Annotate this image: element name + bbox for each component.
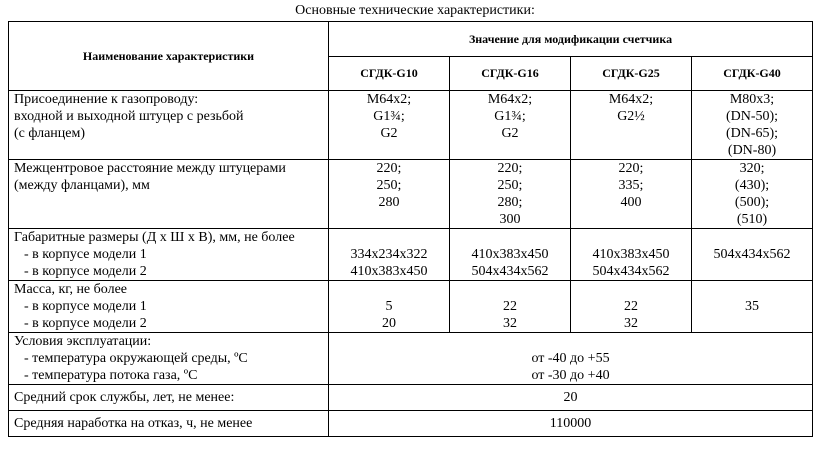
header-model-g25: СГДК-G25 [571, 57, 692, 91]
table-row-mass [9, 281, 813, 333]
cell-connection-g40 [692, 91, 813, 160]
cell-distance-g10 [329, 160, 450, 229]
table-caption: Основные технические характеристики: [295, 3, 535, 18]
label-service-life: Средний срок службы, лет, не менее: [9, 385, 329, 411]
spacer [571, 281, 691, 298]
value-line: 410х383х450 [471, 247, 549, 262]
value-line: 504х434х562 [713, 247, 791, 262]
value-line: 400 [620, 195, 642, 210]
spacer [692, 281, 812, 298]
label-dimensions [9, 229, 329, 281]
value-line: 280; [497, 195, 523, 210]
value-line: (430); [734, 178, 770, 193]
cell-dimensions-g40 [692, 229, 813, 281]
cell-connection-g16 [450, 91, 571, 160]
value-line: 334х234х322 [350, 247, 428, 262]
cell-connection-g10 [329, 91, 450, 160]
label-line: - температура потока газа, ºС [24, 368, 198, 383]
label-conditions [9, 333, 329, 385]
cell-distance-g25 [571, 160, 692, 229]
value-line: G2 [380, 126, 398, 141]
value-line: 250; [497, 178, 523, 193]
spacer [329, 333, 812, 350]
header-model-g16: СГДК-G16 [450, 57, 571, 91]
value-line: 250; [376, 178, 402, 193]
spacer [450, 229, 570, 246]
cell-connection-g25 [571, 91, 692, 160]
spacer [450, 281, 570, 298]
value-line: 504х434х562 [471, 264, 549, 279]
label-line: - в корпусе модели 2 [24, 264, 147, 279]
cell-mass-g40 [692, 281, 813, 333]
spacer [571, 229, 691, 246]
label-line: Условия эксплуатации: [14, 334, 152, 349]
header-value-group: Значение для модификации счетчика [329, 22, 813, 57]
table-row-conditions [9, 333, 813, 385]
spacer [329, 281, 449, 298]
table-row-mtbf [9, 411, 813, 437]
value-line: от -30 до +40 [531, 368, 610, 383]
label-line: входной и выходной штуцер с резьбой [14, 109, 244, 124]
label-line: Масса, кг, не более [14, 282, 127, 297]
value-line: 220; [376, 161, 402, 176]
cell-dimensions-g16 [450, 229, 571, 281]
value-line: 220; [497, 161, 523, 176]
value-line: 32 [624, 316, 638, 331]
cell-mass-g10 [329, 281, 450, 333]
label-line: Габаритные размеры (Д х Ш х В), мм, не более [14, 230, 295, 245]
cell-service-life: 20 [329, 385, 813, 411]
label-line: (с фланцем) [14, 126, 86, 141]
value-line: 220; [618, 161, 644, 176]
table-row-dimensions [9, 229, 813, 281]
cell-mtbf: 110000 [329, 411, 813, 437]
spacer [692, 229, 812, 246]
value-line: 320; [739, 161, 765, 176]
value-line: G2½ [617, 109, 645, 124]
value-line: 335; [618, 178, 644, 193]
label-mtbf: Средняя наработка на отказ, ч, не менее [9, 411, 329, 437]
value-line: (DN-50); [725, 109, 779, 124]
value-line: (510) [736, 212, 768, 227]
value-line: G1¾; [494, 109, 526, 124]
value-line: 22 [503, 299, 517, 314]
cell-conditions [329, 333, 813, 385]
header-model-g10: СГДК-G10 [329, 57, 450, 91]
cell-mass-g25 [571, 281, 692, 333]
value-line: 410х383х450 [350, 264, 428, 279]
value-line: М64х2; [608, 92, 654, 107]
label-line: Присоединение к газопроводу: [14, 92, 199, 107]
table-row-distance [9, 160, 813, 229]
value-line: 5 [385, 299, 393, 314]
header-name-column: Наименование характеристики [9, 22, 329, 91]
value-line: М64х2; [487, 92, 533, 107]
spacer [329, 229, 449, 246]
label-line: - в корпусе модели 1 [24, 299, 147, 314]
label-line: - в корпусе модели 2 [24, 316, 147, 331]
label-distance [9, 160, 329, 229]
value-line: 280 [378, 195, 400, 210]
value-line: G1¾; [373, 109, 405, 124]
value-line: 32 [503, 316, 517, 331]
value-line: (500); [734, 195, 770, 210]
cell-dimensions-g25 [571, 229, 692, 281]
header-model-g40: СГДК-G40 [692, 57, 813, 91]
value-line: М64х2; [366, 92, 412, 107]
label-line: - в корпусе модели 1 [24, 247, 147, 262]
cell-distance-g40 [692, 160, 813, 229]
value-line: от -40 до +55 [531, 351, 610, 366]
value-line: (DN-80) [727, 143, 777, 158]
cell-mass-g16 [450, 281, 571, 333]
label-mass [9, 281, 329, 333]
value-line: 35 [745, 299, 760, 314]
cell-dimensions-g10 [329, 229, 450, 281]
value-line: 410х383х450 [592, 247, 670, 262]
cell-distance-g16 [450, 160, 571, 229]
table-row-connection [9, 91, 813, 160]
label-connection [9, 91, 329, 160]
value-line: 20 [382, 316, 396, 331]
table-row-service-life [9, 385, 813, 411]
specs-table [8, 21, 813, 437]
value-line: 22 [624, 299, 638, 314]
label-line: Межцентровое расстояние между штуцерами [14, 161, 286, 176]
value-line: 504х434х562 [592, 264, 670, 279]
value-line: М80х3; [729, 92, 775, 107]
value-line: 300 [499, 212, 521, 227]
label-line: (между фланцами), мм [14, 178, 150, 193]
value-line: (DN-65); [725, 126, 779, 141]
label-line: - температура окружающей среды, ºС [24, 351, 248, 366]
value-line: G2 [501, 126, 519, 141]
